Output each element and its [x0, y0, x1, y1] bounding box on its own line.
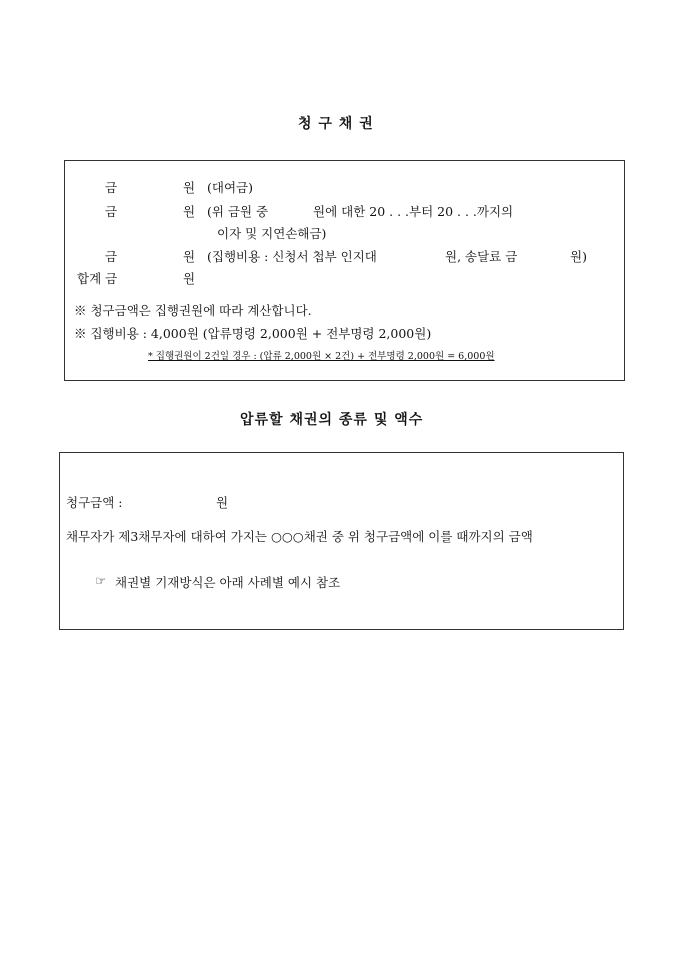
total-won: 원	[183, 271, 196, 286]
row3-geum: 금	[105, 249, 118, 264]
row1-note: (대여금)	[207, 180, 253, 195]
note-claim-amount: ※ 청구금액은 집행권원에 따라 계산합니다.	[74, 303, 312, 318]
amount-label: 청구금액 :	[66, 495, 123, 510]
seizure-title: 압류할 채권의 종류 및 액수	[240, 412, 424, 428]
row3-end: 원)	[570, 249, 587, 264]
note-execution-cost: ※ 집행비용 : 4,000원 (압류명령 2,000원 + 전부명령 2,000원)	[74, 326, 432, 341]
amount-won: 원	[216, 495, 229, 510]
row3-won: 원	[183, 249, 196, 264]
row3-mid: 원, 송달료 금	[445, 249, 518, 264]
footnote: * 집행권원이 2건일 경우 : (압류 2,000원 × 2건) + 전부명령 2,000원 = 6,000원	[148, 351, 495, 362]
row2-mid: 원에 대한 20 . . .부터 20 . . .까지의	[313, 204, 514, 219]
total-label: 합계 금	[77, 271, 118, 286]
row1-geum: 금	[105, 180, 118, 195]
row2-geum: 금	[105, 204, 118, 219]
reference-note: 채권별 기재방식은 아래 사례별 예시 참조	[115, 575, 341, 590]
row2-note: (위 금원 중	[207, 204, 269, 219]
claim-title: 청 구 채 권	[298, 116, 374, 132]
row2-cont: 이자 및 지연손해금)	[217, 226, 327, 241]
row3-note: (집행비용 : 신청서 첩부 인지대	[207, 249, 377, 264]
row2-won: 원	[183, 204, 196, 219]
pointing-hand-icon: ☞	[95, 573, 107, 588]
row1-won: 원	[183, 180, 196, 195]
claim-description: 채무자가 제3채무자에 대하여 가지는 ○○○채권 중 위 청구금액에 이를 때까지의 금액	[66, 529, 533, 544]
